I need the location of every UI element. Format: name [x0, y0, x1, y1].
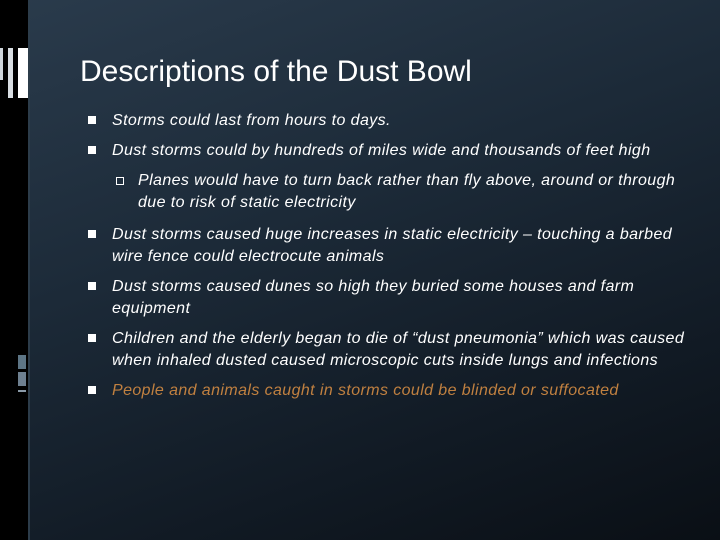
bullet-text: Dust storms caused dunes so high they buried some houses and farm equipment — [112, 278, 635, 317]
sub-bullet-text: Planes would have to turn back rather than fly above, around or through due to risk of static electricity — [138, 172, 676, 211]
decorative-bar — [8, 48, 13, 98]
bullet-text: Storms could last from hours to days. — [112, 112, 391, 129]
decorative-bar — [0, 48, 3, 80]
bullet-item — [86, 110, 686, 132]
square-bullet-icon — [88, 146, 96, 154]
square-bullet-icon — [88, 334, 96, 342]
square-bullet-icon — [88, 116, 96, 124]
slide-title: Descriptions of the Dust Bowl — [80, 55, 472, 88]
bullet-item — [86, 380, 686, 402]
bullet-item — [86, 140, 686, 162]
left-divider-line — [28, 0, 30, 540]
decorative-line — [18, 390, 26, 392]
bullet-text: People and animals caught in storms could be blinded or suffocated — [112, 382, 619, 399]
bullet-text: Dust storms caused huge increases in static electricity – touching a barbed wire fence could electrocute animals — [112, 226, 673, 265]
square-bullet-icon — [88, 386, 96, 394]
square-bullet-icon — [88, 230, 96, 238]
bullet-text: Dust storms could by hundreds of miles wide and thousands of feet high — [112, 142, 651, 159]
bullet-item — [86, 276, 686, 320]
decorative-block — [18, 372, 26, 386]
bullet-list — [86, 110, 686, 410]
bullet-item — [86, 328, 686, 372]
square-bullet-icon — [88, 282, 96, 290]
decorative-bar — [18, 48, 28, 98]
decorative-block — [18, 355, 26, 369]
hollow-square-bullet-icon — [116, 177, 124, 185]
bullet-text: Children and the elderly began to die of “dust pneumonia” which was caused when inhaled dusted caused microscopic cuts inside lungs and infections — [112, 330, 685, 369]
bullet-item — [86, 224, 686, 268]
sub-bullet-item — [114, 170, 686, 214]
